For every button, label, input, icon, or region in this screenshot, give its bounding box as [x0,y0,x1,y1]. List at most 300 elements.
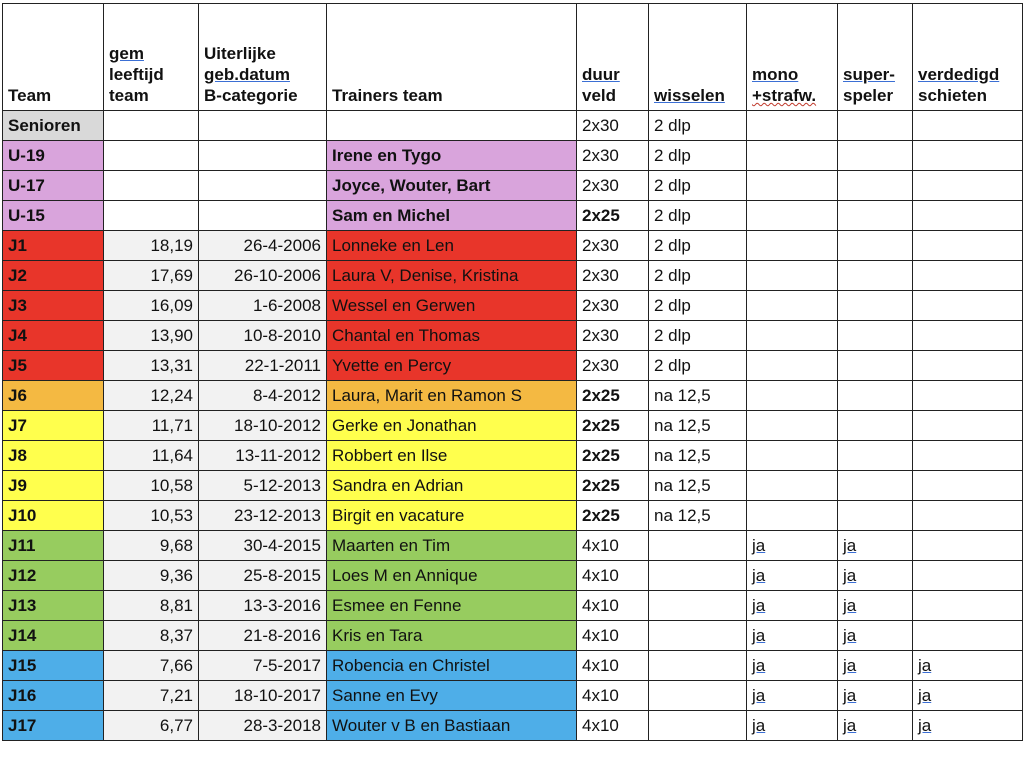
cell-birthdate-text: 18-10-2017 [234,685,321,705]
cell-duration [577,471,649,501]
cell-birthdate [199,411,327,441]
cell-trainers [327,111,577,141]
cell-substitutions [649,471,747,501]
cell-substitutions-text: 2 dlp [654,355,691,375]
cell-team-text: J6 [8,385,27,405]
cell-mono [747,201,838,231]
cell-duration [577,231,649,261]
cell-team-text: U-17 [8,175,45,195]
cell-team-text: J5 [8,355,27,375]
cell-birthdate-text: 7-5-2017 [252,655,321,675]
cell-defended-shooting-text: ja [918,685,932,705]
cell-team-text: J8 [8,445,27,465]
cell-substitutions-text: na 12,5 [654,475,711,495]
table-row [3,381,1023,411]
cell-avg-age [104,471,199,501]
cell-substitutions-text: 2 dlp [654,265,691,285]
cell-mono [747,231,838,261]
cell-team [3,111,104,141]
cell-duration [577,201,649,231]
cell-superplayer [838,201,913,231]
cell-avg-age [104,621,199,651]
header-row [3,4,1023,111]
cell-avg-age [104,171,199,201]
table-row [3,231,1023,261]
cell-avg-age [104,201,199,231]
table-row [3,201,1023,231]
cell-defended-shooting [913,711,1023,741]
cell-trainers [327,411,577,441]
cell-avg-age [104,591,199,621]
cell-team [3,591,104,621]
cell-mono-text: ja [752,685,766,705]
cell-birthdate [199,531,327,561]
cell-substitutions [649,561,747,591]
cell-substitutions [649,381,747,411]
cell-team [3,711,104,741]
cell-team-text: J11 [8,535,36,555]
cell-defended-shooting [913,381,1023,411]
cell-trainers [327,261,577,291]
header-duration: duur veld [577,4,649,111]
cell-mono [747,711,838,741]
cell-birthdate [199,201,327,231]
cell-duration-text: 2x30 [582,115,619,135]
table-row [3,531,1023,561]
cell-superplayer [838,531,913,561]
cell-birthdate [199,171,327,201]
cell-avg-age-text: 16,09 [150,295,193,315]
cell-duration-text: 4x10 [582,625,619,645]
cell-team-text: J1 [8,235,27,255]
cell-team-text: J15 [8,655,37,675]
cell-birthdate-text: 8-4-2012 [252,385,321,405]
cell-team [3,171,104,201]
cell-duration-text: 4x10 [582,595,619,615]
header-avg-age: gem leeftijd team [104,4,199,111]
cell-team [3,561,104,591]
cell-superplayer [838,111,913,141]
cell-mono-text: ja [752,715,766,735]
table-row [3,591,1023,621]
cell-defended-shooting [913,141,1023,171]
cell-trainers [327,651,577,681]
cell-superplayer [838,471,913,501]
cell-duration-text: 2x25 [582,205,620,225]
cell-avg-age [104,111,199,141]
cell-duration-text: 2x30 [582,235,619,255]
cell-mono [747,321,838,351]
cell-duration [577,171,649,201]
cell-birthdate-text: 30-4-2015 [243,535,321,555]
cell-avg-age [104,651,199,681]
cell-avg-age-text: 13,31 [150,355,193,375]
cell-team [3,141,104,171]
cell-superplayer-text: ja [843,685,857,705]
cell-mono [747,381,838,411]
cell-birthdate-text: 1-6-2008 [252,295,321,315]
cell-avg-age-text: 13,90 [150,325,193,345]
cell-birthdate-text: 26-4-2006 [243,235,321,255]
table-row [3,411,1023,441]
cell-trainers-text: Chantal en Thomas [332,325,481,345]
cell-birthdate [199,471,327,501]
cell-trainers-text: Sam en Michel [332,205,451,225]
table-row [3,561,1023,591]
cell-duration [577,141,649,171]
cell-avg-age [104,291,199,321]
cell-mono [747,141,838,171]
cell-superplayer [838,621,913,651]
cell-trainers-text: Robencia en Christel [332,655,490,675]
cell-avg-age-text: 7,21 [159,685,193,705]
cell-trainers-text: Sandra en Adrian [332,475,464,495]
cell-team-text: J9 [8,475,27,495]
cell-team-text: J13 [8,595,37,615]
cell-superplayer [838,681,913,711]
cell-birthdate-text: 22-1-2011 [244,355,321,375]
cell-duration [577,501,649,531]
cell-defended-shooting [913,591,1023,621]
cell-mono [747,471,838,501]
cell-team-text: J14 [8,625,37,645]
cell-substitutions-text: na 12,5 [654,415,711,435]
header-team: Team [3,4,104,111]
cell-duration-text: 4x10 [582,685,619,705]
cell-trainers [327,711,577,741]
cell-defended-shooting [913,231,1023,261]
cell-superplayer [838,261,913,291]
cell-substitutions [649,411,747,441]
cell-avg-age [104,501,199,531]
cell-substitutions [649,321,747,351]
cell-substitutions-text: 2 dlp [654,205,691,225]
cell-superplayer [838,591,913,621]
cell-trainers [327,561,577,591]
cell-substitutions [649,171,747,201]
cell-birthdate-text: 10-8-2010 [243,325,321,345]
cell-duration [577,321,649,351]
cell-defended-shooting [913,171,1023,201]
cell-substitutions [649,261,747,291]
table-row [3,351,1023,381]
cell-birthdate [199,561,327,591]
cell-mono-text: ja [752,565,766,585]
cell-trainers [327,351,577,381]
cell-duration-text: 2x25 [582,475,620,495]
cell-mono [747,651,838,681]
cell-birthdate-text: 26-10-2006 [234,265,321,285]
cell-trainers [327,321,577,351]
cell-birthdate-text: 5-12-2013 [243,475,321,495]
cell-trainers [327,441,577,471]
cell-birthdate [199,681,327,711]
cell-defended-shooting [913,321,1023,351]
teams-table [2,3,1023,741]
table-row [3,141,1023,171]
cell-birthdate [199,141,327,171]
cell-team [3,381,104,411]
cell-mono [747,591,838,621]
cell-duration [577,261,649,291]
cell-trainers-text: Gerke en Jonathan [332,415,477,435]
cell-team [3,501,104,531]
cell-avg-age [104,681,199,711]
table-row [3,621,1023,651]
cell-birthdate [199,351,327,381]
cell-trainers-text: Joyce, Wouter, Bart [332,175,491,195]
cell-team [3,291,104,321]
cell-duration-text: 2x30 [582,265,619,285]
table-row [3,681,1023,711]
cell-trainers-text: Yvette en Percy [332,355,452,375]
cell-avg-age-text: 8,81 [159,595,193,615]
cell-team [3,621,104,651]
cell-avg-age-text: 9,36 [159,565,193,585]
cell-birthdate [199,441,327,471]
cell-mono [747,441,838,471]
cell-mono-text: ja [752,655,766,675]
cell-duration-text: 2x30 [582,145,619,165]
cell-defended-shooting [913,291,1023,321]
cell-avg-age [104,531,199,561]
cell-avg-age-text: 11,64 [151,445,193,465]
cell-substitutions-text: 2 dlp [654,175,691,195]
cell-team-text: U-15 [8,205,45,225]
cell-duration-text: 2x25 [582,415,620,435]
cell-defended-shooting [913,681,1023,711]
cell-superplayer-text: ja [843,625,857,645]
cell-mono [747,171,838,201]
cell-birthdate-text: 25-8-2015 [243,565,321,585]
cell-mono [747,111,838,141]
cell-trainers [327,381,577,411]
cell-defended-shooting [913,501,1023,531]
cell-trainers-text: Laura, Marit en Ramon S [332,385,522,405]
cell-team-text: J2 [8,265,27,285]
cell-mono [747,291,838,321]
cell-duration [577,111,649,141]
cell-substitutions [649,591,747,621]
cell-duration-text: 2x25 [582,385,620,405]
cell-defended-shooting-text: ja [918,655,932,675]
header-superplayer: super- speler [838,4,913,111]
cell-trainers [327,201,577,231]
cell-duration-text: 4x10 [582,535,619,555]
cell-trainers [327,171,577,201]
cell-superplayer [838,291,913,321]
cell-birthdate [199,321,327,351]
cell-trainers-text: Lonneke en Len [332,235,454,255]
cell-substitutions [649,201,747,231]
cell-birthdate [199,651,327,681]
cell-birthdate [199,501,327,531]
cell-substitutions [649,711,747,741]
header-birthdate: Uiterlijke geb.datum B-categorie [199,4,327,111]
cell-mono [747,501,838,531]
cell-trainers-text: Loes M en Annique [332,565,478,585]
cell-superplayer [838,351,913,381]
cell-birthdate [199,591,327,621]
cell-substitutions [649,621,747,651]
cell-team-text: J17 [8,715,37,735]
header-trainers: Trainers team [327,4,577,111]
cell-defended-shooting-text: ja [918,715,932,735]
cell-substitutions [649,501,747,531]
cell-substitutions [649,291,747,321]
cell-team [3,201,104,231]
cell-substitutions [649,231,747,261]
table-row [3,111,1023,141]
cell-avg-age-text: 12,24 [150,385,193,405]
cell-superplayer [838,141,913,171]
cell-duration [577,351,649,381]
cell-avg-age [104,411,199,441]
cell-avg-age-text: 10,53 [150,505,193,525]
cell-birthdate-text: 18-10-2012 [234,415,321,435]
cell-team-text: Senioren [8,115,81,135]
cell-birthdate [199,261,327,291]
cell-avg-age-text: 6,77 [159,715,193,735]
cell-superplayer [838,411,913,441]
cell-team-text: J4 [8,325,27,345]
table-row [3,651,1023,681]
cell-trainers-text: Irene en Tygo [332,145,442,165]
cell-avg-age [104,261,199,291]
cell-substitutions [649,651,747,681]
cell-trainers-text: Esmee en Fenne [332,595,462,615]
cell-team-text: U-19 [8,145,45,165]
cell-duration [577,441,649,471]
cell-trainers-text: Robbert en Ilse [332,445,448,465]
cell-superplayer [838,501,913,531]
cell-substitutions-text: 2 dlp [654,115,691,135]
cell-defended-shooting [913,561,1023,591]
cell-defended-shooting [913,201,1023,231]
cell-avg-age-text: 7,66 [159,655,193,675]
cell-birthdate-text: 21-8-2016 [243,625,321,645]
cell-defended-shooting [913,111,1023,141]
cell-team [3,261,104,291]
cell-team [3,531,104,561]
cell-duration [577,591,649,621]
table-row [3,171,1023,201]
cell-trainers [327,291,577,321]
cell-duration [577,711,649,741]
cell-duration-text: 2x30 [582,355,619,375]
table-row [3,441,1023,471]
table-row [3,711,1023,741]
cell-team-text: J16 [8,685,37,705]
cell-birthdate [199,291,327,321]
cell-mono [747,621,838,651]
header-substitutions: wisselen [649,4,747,111]
cell-superplayer [838,651,913,681]
cell-trainers-text: Birgit en vacature [332,505,465,525]
cell-duration-text: 4x10 [582,655,619,675]
table-row [3,261,1023,291]
cell-substitutions-text: na 12,5 [654,385,711,405]
cell-team [3,441,104,471]
cell-trainers-text: Kris en Tara [332,625,423,645]
cell-team-text: J7 [8,415,27,435]
cell-avg-age [104,321,199,351]
table-row [3,291,1023,321]
cell-superplayer-text: ja [843,715,857,735]
cell-duration-text: 2x25 [582,505,620,525]
cell-substitutions-text: 2 dlp [654,325,691,345]
cell-birthdate [199,621,327,651]
cell-trainers-text: Sanne en Evy [332,685,438,705]
cell-defended-shooting [913,531,1023,561]
cell-birthdate-text: 28-3-2018 [243,715,321,735]
cell-team [3,321,104,351]
cell-substitutions [649,681,747,711]
cell-trainers [327,231,577,261]
cell-defended-shooting [913,441,1023,471]
cell-avg-age-text: 18,19 [150,235,193,255]
cell-trainers [327,591,577,621]
cell-duration [577,411,649,441]
cell-substitutions-text: na 12,5 [654,505,711,525]
cell-duration [577,651,649,681]
cell-trainers [327,681,577,711]
cell-avg-age-text: 8,37 [159,625,193,645]
cell-superplayer-text: ja [843,535,857,555]
cell-substitutions [649,441,747,471]
cell-defended-shooting [913,651,1023,681]
cell-birthdate [199,381,327,411]
cell-duration-text: 2x30 [582,175,619,195]
cell-superplayer [838,321,913,351]
header-mono: mono +strafw. [747,4,838,111]
cell-team-text: J10 [8,505,37,525]
cell-mono-text: ja [752,595,766,615]
cell-superplayer-text: ja [843,595,857,615]
cell-birthdate-text: 13-11-2012 [235,445,321,465]
cell-superplayer [838,381,913,411]
table-row [3,321,1023,351]
cell-duration-text: 2x25 [582,445,620,465]
cell-superplayer-text: ja [843,565,857,585]
cell-avg-age [104,381,199,411]
cell-team [3,651,104,681]
cell-duration [577,291,649,321]
cell-team-text: J3 [8,295,27,315]
cell-birthdate-text: 13-3-2016 [243,595,321,615]
table-row [3,471,1023,501]
cell-avg-age [104,561,199,591]
cell-duration [577,531,649,561]
cell-avg-age [104,351,199,381]
cell-duration-text: 2x30 [582,295,619,315]
cell-defended-shooting [913,261,1023,291]
header-defended-shooting: verdedigd schieten [913,4,1023,111]
cell-substitutions-text: 2 dlp [654,145,691,165]
cell-duration-text: 2x30 [582,325,619,345]
cell-duration [577,561,649,591]
cell-team [3,681,104,711]
cell-avg-age-text: 17,69 [150,265,193,285]
cell-duration [577,681,649,711]
cell-superplayer [838,231,913,261]
cell-trainers [327,471,577,501]
cell-superplayer [838,711,913,741]
cell-superplayer [838,441,913,471]
cell-trainers-text: Maarten en Tim [332,535,451,555]
table-row [3,501,1023,531]
cell-trainers-text: Wouter v B en Bastiaan [332,715,511,735]
